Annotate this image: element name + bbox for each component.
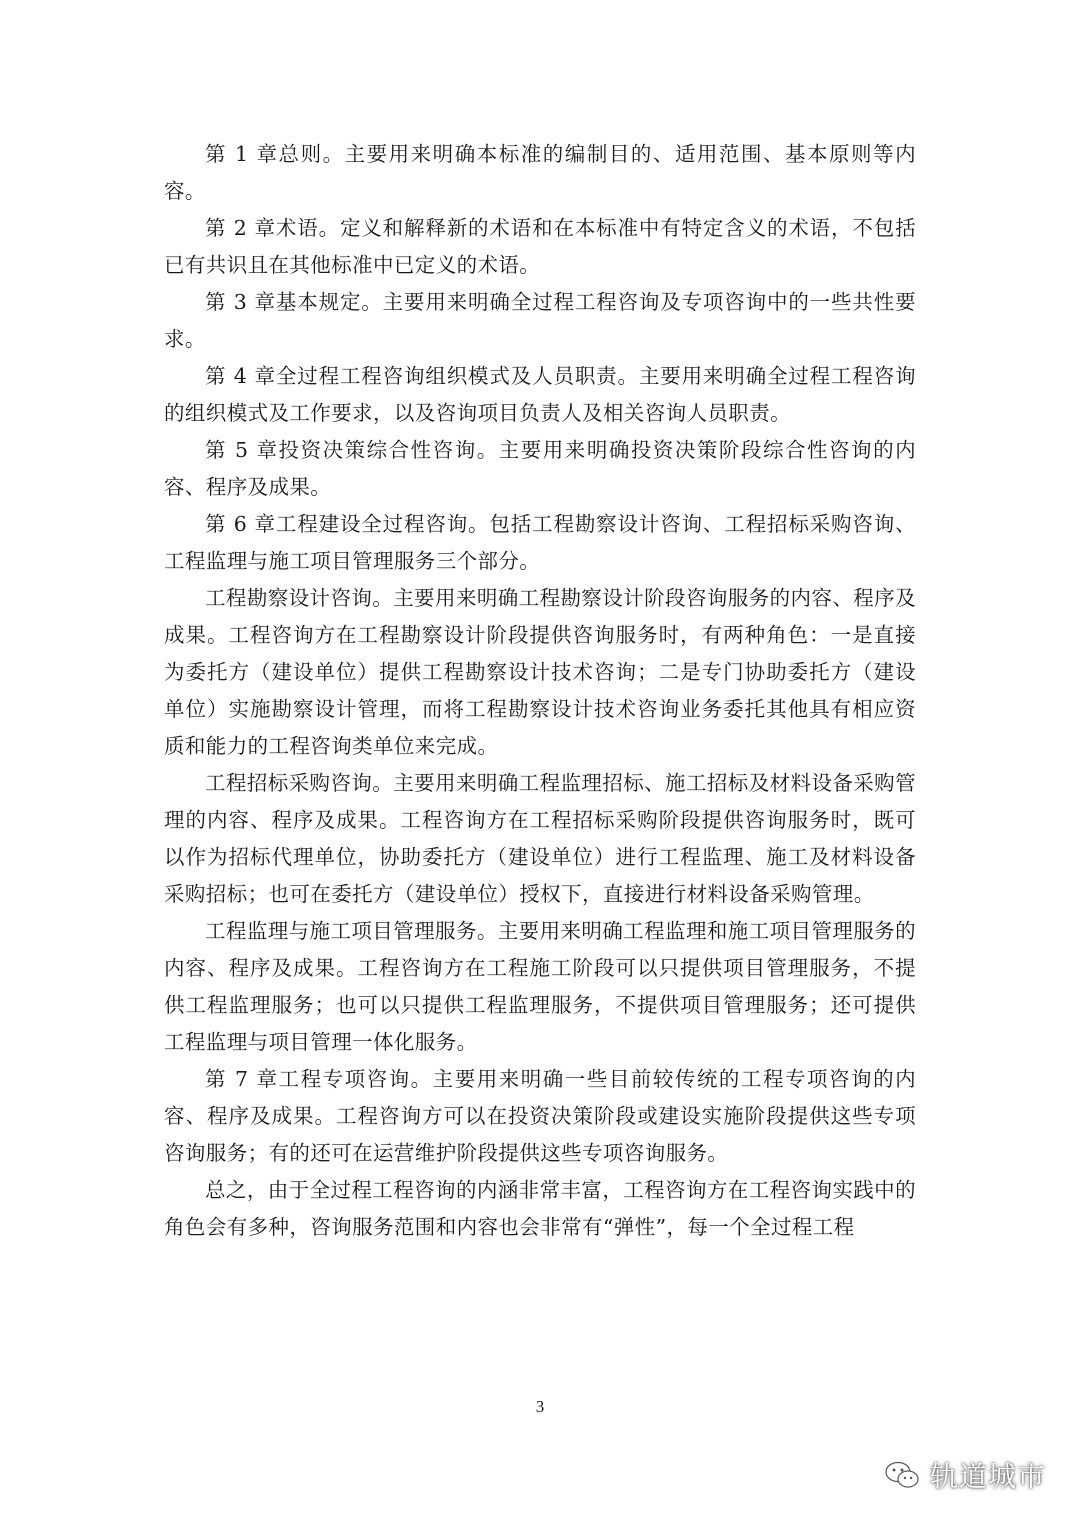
paragraph-chapter-2: 第 2 章术语。定义和解释新的术语和在本标准中有特定含义的术语，不包括已有共识且在其他标准中已定义的术语。	[164, 216, 916, 277]
watermark	[884, 1455, 1046, 1495]
paragraph-summary: 总之，由于全过程工程咨询的内涵非常丰富，工程咨询方在工程咨询实践中的角色会有多种，咨询服务范围和内容也会非常有“弹性”，每一个全过程工程	[164, 1178, 916, 1239]
page-number: 3	[535, 1397, 545, 1416]
paragraph-chapter-3: 第 3 章基本规定。主要用来明确全过程工程咨询及专项咨询中的一些共性要求。	[164, 290, 916, 351]
watermark-text: 轨道城市	[929, 1460, 1046, 1493]
paragraph-chapter-1: 第 1 章总则。主要用来明确本标准的编制目的、适用范围、基本原则等内容。	[164, 142, 916, 203]
paragraph-chapter-4: 第 4 章全过程工程咨询组织模式及人员职责。主要用来明确全过程工程咨询的组织模式及工作要求，以及咨询项目负责人及相关咨询人员职责。	[164, 364, 916, 425]
paragraph-chapter-6: 第 6 章工程建设全过程咨询。包括工程勘察设计咨询、工程招标采购咨询、工程监理与施工项目管理服务三个部分。	[164, 512, 916, 573]
paragraph-chapter-7: 第 7 章工程专项咨询。主要用来明确一些目前较传统的工程专项咨询的内容、程序及成果。工程咨询方可以在投资决策阶段或建设实施阶段提供这些专项咨询服务；有的还可在运营维护阶段提供这些专项咨询服务。	[164, 1067, 916, 1165]
wechat-icon	[884, 1460, 920, 1490]
paragraph-bidding-procurement: 工程招标采购咨询。主要用来明确工程监理招标、施工招标及材料设备采购管理的内容、程序及成果。工程咨询方在工程招标采购阶段提供咨询服务时，既可以作为招标代理单位，协助委托方（建设单位）进行工程监理、施工及材料设备采购招标；也可在委托方（建设单位）授权下，直接进行材料设备采购管理。	[164, 771, 916, 906]
paragraph-chapter-5: 第 5 章投资决策综合性咨询。主要用来明确投资决策阶段综合性咨询的内容、程序及成果。	[164, 438, 916, 499]
paragraph-survey-design: 工程勘察设计咨询。主要用来明确工程勘察设计阶段咨询服务的内容、程序及成果。工程咨询方在工程勘察设计阶段提供咨询服务时，有两种角色：一是直接为委托方（建设单位）提供工程勘察设计技术咨询；二是专门协助委托方（建设单位）实施勘察设计管理，而将工程勘察设计技术咨询业务委托其他具有相应资质和能力的工程咨询类单位来完成。	[164, 586, 916, 758]
body-text	[164, 136, 916, 1246]
paragraph-supervision-management: 工程监理与施工项目管理服务。主要用来明确工程监理和施工项目管理服务的内容、程序及成果。工程咨询方在工程施工阶段可以只提供项目管理服务，不提供工程监理服务；也可以只提供工程监理服务，不提供项目管理服务；还可提供工程监理与项目管理一体化服务。	[164, 919, 916, 1054]
